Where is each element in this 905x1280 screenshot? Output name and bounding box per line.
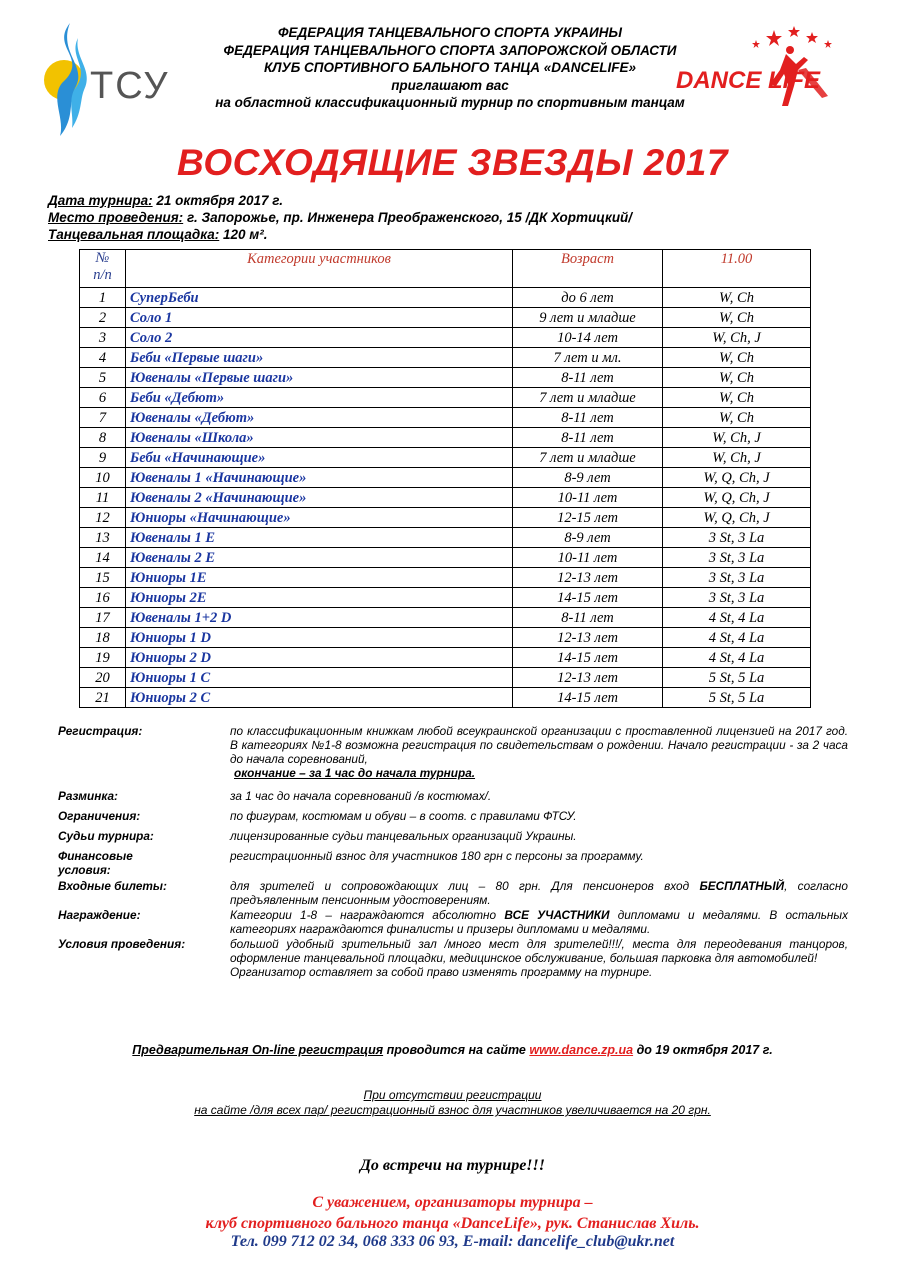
age-range: 7 лет и младше [513,448,663,468]
dance-program: 5 St, 5 La [663,668,811,688]
warmup-block [58,789,848,803]
row-number: 2 [80,308,126,328]
row-number: 9 [80,448,126,468]
note-line: При отсутствии регистрации [363,1088,542,1102]
dance-program: 3 St, 3 La [663,568,811,588]
age-range: до 6 лет [513,288,663,308]
online-registration [0,1043,905,1057]
row-number: 3 [80,328,126,348]
table-row [80,608,811,628]
table-row [80,508,811,528]
tickets-block [58,879,848,907]
row-number: 12 [80,508,126,528]
registration-label: Регистрация: [58,724,143,738]
header-category: Категории участников [126,250,513,288]
tournament-title: ВОСХОДЯЩИЕ ЗВЕЗДЫ 2017 [177,142,728,183]
age-range: 9 лет и младше [513,308,663,328]
tickets-text: для зрителей и сопровождающих лиц – 80 грн. Для пенсионеров вход [230,879,700,893]
age-range: 10-11 лет [513,488,663,508]
ftsu-logo [40,18,170,143]
table-row [80,588,811,608]
dance-program: 5 St, 5 La [663,688,811,708]
dance-program: W, Ch [663,308,811,328]
row-number: 8 [80,428,126,448]
site-link[interactable]: www.dance.zp.ua [529,1043,634,1057]
table-row [80,568,811,588]
age-range: 7 лет и младше [513,388,663,408]
dance-program: W, Ch [663,288,811,308]
dance-program: W, Q, Ch, J [663,508,811,528]
category-name: Юниоры 2 С [126,688,513,708]
category-name: СуперБеби [126,288,513,308]
category-name: Соло 1 [126,308,513,328]
age-range: 8-11 лет [513,368,663,388]
place-value: г. Запорожье, пр. Инженера Преображенского, 15 /ДК Хортицкий/ [183,210,633,225]
dance-program: 3 St, 3 La [663,528,811,548]
tournament-info [48,192,632,243]
row-number: 13 [80,528,126,548]
row-number: 7 [80,408,126,428]
table-row [80,428,811,448]
age-range: 12-13 лет [513,668,663,688]
row-number: 16 [80,588,126,608]
header-time: 11.00 [663,250,811,288]
dance-program: W, Ch, J [663,428,811,448]
category-name: Юниоры 1 С [126,668,513,688]
table-row [80,528,811,548]
row-number: 10 [80,468,126,488]
finance-label: Финансовые условия: [58,849,133,877]
dance-program: W, Ch, J [663,328,811,348]
dance-program: W, Ch, J [663,448,811,468]
table-row [80,648,811,668]
age-range: 8-11 лет [513,428,663,448]
online-mid: проводится на сайте [383,1043,530,1057]
dancelife-logo-text: DANCE LIFE [676,67,820,94]
dance-program: 4 St, 4 La [663,608,811,628]
header-line: ФЕДЕРАЦИЯ ТАНЦЕВАЛЬНОГО СПОРТА УКРАИНЫ [278,25,622,40]
dance-program: W, Ch [663,388,811,408]
category-name: Беби «Начинающие» [126,448,513,468]
dance-program: W, Ch [663,408,811,428]
table-row [80,388,811,408]
limits-label: Ограничения: [58,809,141,823]
category-name: Ювеналы 1 Е [126,528,513,548]
category-name: Соло 2 [126,328,513,348]
row-number: 17 [80,608,126,628]
table-row [80,328,811,348]
category-name: Беби «Дебют» [126,388,513,408]
tickets-label: Входные билеты: [58,879,167,893]
warmup-label: Разминка: [58,789,118,803]
header-line: КЛУБ СПОРТИВНОГО БАЛЬНОГО ТАНЦА «DANCELIFE» [263,60,637,75]
row-number: 21 [80,688,126,708]
dance-program: W, Q, Ch, J [663,468,811,488]
table-row [80,368,811,388]
awards-label: Награждение: [58,908,141,922]
table-row [80,408,811,428]
row-number: 11 [80,488,126,508]
dance-program: 3 St, 3 La [663,588,811,608]
warmup-text: за 1 час до начала соревнований /в костюмах/. [230,789,492,803]
see-you: До встречи на турнире!!! [360,1157,545,1174]
row-number: 4 [80,348,126,368]
place-label: Место проведения: [48,210,184,225]
dance-program: W, Q, Ch, J [663,488,811,508]
tickets-free: БЕСПЛАТНЫЙ [699,879,785,893]
category-name: Юниоры 2Е [126,588,513,608]
row-number: 15 [80,568,126,588]
limits-block [58,809,848,823]
header-number-pp: п/п [93,267,112,283]
table-row [80,288,811,308]
dance-program: W, Ch [663,368,811,388]
category-name: Юниоры 1 D [126,628,513,648]
venue-note: Организатор оставляет за собой право изменять программу на турнире. [230,965,653,979]
table-row [80,688,811,708]
table-row [80,448,811,468]
header-line: ФЕДЕРАЦИЯ ТАНЦЕВАЛЬНОГО СПОРТА ЗАПОРОЖСКОЙ ОБЛАСТИ [223,42,677,58]
awards-all: ВСЕ УЧАСТНИКИ [504,908,610,922]
table-row [80,548,811,568]
category-name: Ювеналы «Школа» [126,428,513,448]
awards-block [58,908,848,936]
table-row [80,488,811,508]
age-range: 8-11 лет [513,408,663,428]
header-number [80,250,126,288]
ftsu-logo-text: ТСУ [90,65,170,107]
row-number: 14 [80,548,126,568]
header-line: на областной классификационный турнир по спортивным танцам [215,95,685,110]
venue-label: Условия проведения: [58,937,186,951]
judges-text: лицензированные судьи танцевальных организаций Украины. [230,829,577,843]
limits-text: по фигурам, костюмам и обуви – в соотв. с правилами ФТСУ. [230,809,577,823]
venue-text: большой удобный зрительный зал /много мест для зрителей!!!/, места для переодевания танцоров, оформление танцевальной площадки, медицинское обслуживание, большая парковка для автомобилей! [230,937,848,965]
dance-program: 4 St, 4 La [663,628,811,648]
age-range: 8-9 лет [513,528,663,548]
age-range: 10-11 лет [513,548,663,568]
note-line: на сайте /для всех пар/ регистрационный взнос для участников увеличивается на 20 грн. [194,1103,711,1117]
club-line: клуб спортивного бального танца «DanceLife», рук. Станислав Хиль. [205,1215,700,1232]
category-name: Ювеналы 1+2 D [126,608,513,628]
dance-program: 4 St, 4 La [663,648,811,668]
category-name: Ювеналы «Первые шаги» [126,368,513,388]
finance-text: регистрационный взнос для участников 180 грн с персоны за программу. [230,849,644,863]
dance-program: W, Ch [663,348,811,368]
online-tail: до 19 октября 2017 г. [633,1043,773,1057]
judges-label: Судьи турнира: [58,829,154,843]
online-label: Предварительная On-line регистрация [132,1043,384,1057]
category-name: Ювеналы «Дебют» [126,408,513,428]
row-number: 5 [80,368,126,388]
age-range: 8-9 лет [513,468,663,488]
header-number-sign: № [95,250,110,266]
finance-block [58,849,848,877]
table-row [80,348,811,368]
category-name: Ювеналы 1 «Начинающие» [126,468,513,488]
category-name: Юниоры 1Е [126,568,513,588]
row-number: 20 [80,668,126,688]
registration-text: по классификационным книжкам любой всеукраинской организации с проставленной лицензией на 2017 год. В категориях №1-8 возможна регистрация по свидетельствам о рождении. Начало регистрации - за 2 часа до начала соревнований, [230,724,848,766]
signature [0,1192,905,1234]
respect-line: С уважением, организаторы турнира – [312,1194,593,1211]
venue-block [58,937,848,979]
date-value: 21 октября 2017 г. [152,193,284,208]
awards-text-2: дипломами и медалями. В остальных категориях награждаются финалисты и призеры дипломами и медалями. [230,908,848,936]
category-name: Ювеналы 2 Е [126,548,513,568]
judges-block [58,829,848,843]
table-row [80,468,811,488]
header-age: Возраст [513,250,663,288]
row-number: 1 [80,288,126,308]
categories-table [79,249,811,708]
contacts: Тел. 099 712 02 34, 068 333 06 93, E-mail: dancelife_club@ukr.net [230,1233,675,1250]
table-header-row [80,250,811,288]
row-number: 6 [80,388,126,408]
table-row [80,668,811,688]
table-row [80,308,811,328]
date-label: Дата турнира: [48,193,153,208]
age-range: 12-15 лет [513,508,663,528]
dance-program: 3 St, 3 La [663,548,811,568]
category-name: Юниоры 2 D [126,648,513,668]
age-range: 14-15 лет [513,588,663,608]
category-name: Юниоры «Начинающие» [126,508,513,528]
category-name: Ювеналы 2 «Начинающие» [126,488,513,508]
age-range: 7 лет и мл. [513,348,663,368]
age-range: 14-15 лет [513,648,663,668]
row-number: 19 [80,648,126,668]
floor-value: 120 м². [219,227,268,242]
age-range: 12-13 лет [513,568,663,588]
tickets-text-2: , согласно предъявленным пенсионным удостоверениям. [230,879,848,907]
header-line: приглашают вас [391,77,509,93]
late-fee-note [0,1088,905,1118]
category-name: Беби «Первые шаги» [126,348,513,368]
row-number: 18 [80,628,126,648]
registration-block [58,724,848,780]
organizers-header [160,24,740,112]
age-range: 8-11 лет [513,608,663,628]
age-range: 12-13 лет [513,628,663,648]
age-range: 14-15 лет [513,688,663,708]
floor-label: Танцевальная площадка: [48,227,220,242]
awards-text: Категории 1-8 – награждаются абсолютно [230,908,505,922]
table-row [80,628,811,648]
registration-end: окончание – за 1 час до начала турнира. [234,766,476,780]
age-range: 10-14 лет [513,328,663,348]
